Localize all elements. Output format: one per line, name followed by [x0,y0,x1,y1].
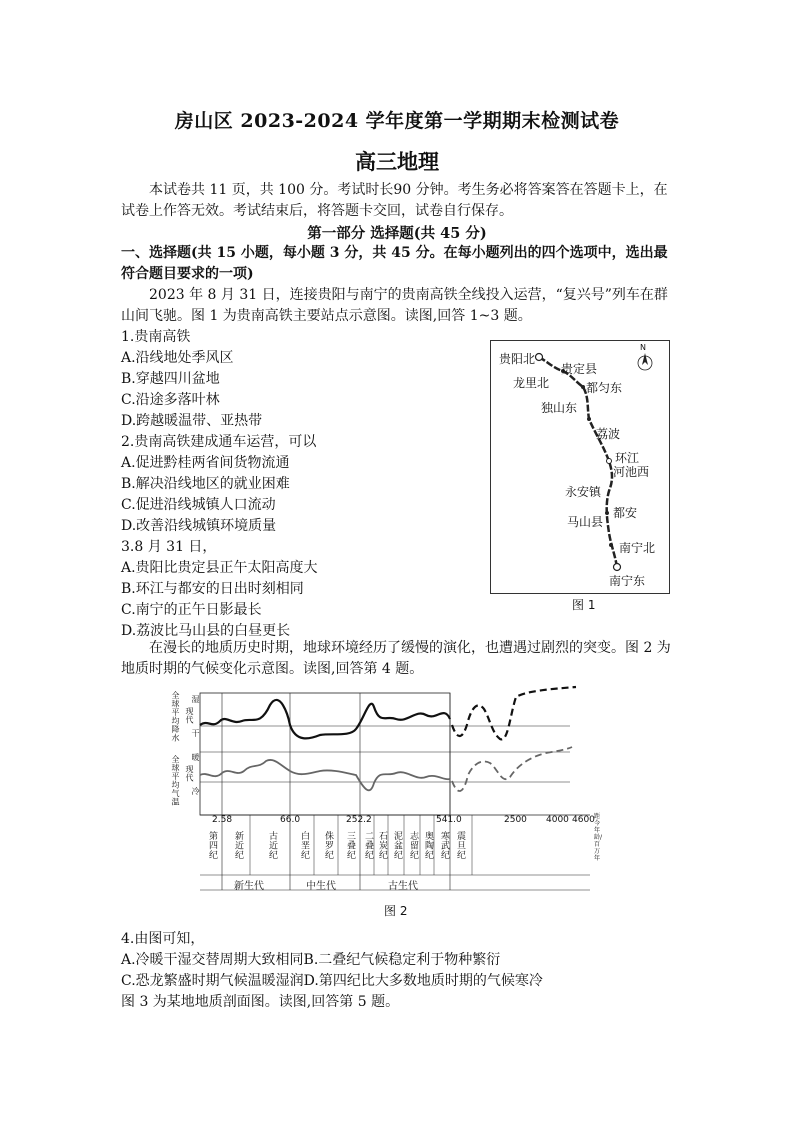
period-label: 新近纪 [233,831,243,860]
passage-3: 图 3 为某地地质剖面图。读图,回答第 5 题。 [121,994,400,1010]
station-label: 马山县 [567,515,604,529]
q3-option-a: A.贵阳比贵定县正午太阳高度大 [121,560,318,576]
station-dot [587,417,591,421]
tick-label: 4000 [546,815,569,825]
q4-options-line2: C.恐龙繁盛时期气候温暖湿润D.第四纪比大多数地质时期的气候寒冷 [121,973,543,989]
era-label: 古生代 [388,881,418,892]
q3-stem: 3.8 月 31 日， [121,539,217,555]
band-label-warm: 暖 [191,753,200,762]
tick-label: 4600 [572,815,595,825]
period-label: 三叠纪 [345,831,355,860]
tick-label: 66.0 [280,815,301,825]
q2-stem: 2.贵南高铁建成通车运营，可以 [121,434,317,450]
station-label: 河池西 [613,465,650,479]
period-label: 奥陶纪 [423,831,433,860]
q2-option-b: B.解决沿线地区的就业困难 [121,476,290,492]
q3-option-b: B.环江与都安的日出时刻相同 [121,581,304,597]
q1-option-b: B.穿越四川盆地 [121,371,220,387]
north-arrow-icon [642,353,648,365]
band-label-now: 现代 [185,765,194,782]
period-label: 石炭纪 [377,831,387,860]
station-label: 贵阳北 [499,352,536,366]
tick-label: 2500 [504,815,527,825]
station-dot [605,511,609,515]
station-dot [607,459,612,464]
exam-title: 房山区 2023-2024 学年度第一学期期末检测试卷 [174,110,620,132]
precipitation-curve [200,700,450,738]
station-label: 南宁北 [619,541,656,555]
tick-label: 252.2 [346,815,372,825]
station-dot-end [614,564,621,571]
figure-2-caption: 图 2 [384,904,408,918]
passage-1: 2023 年 8 月 31 日，连接贵阳与南宁的贵南高铁全线投入运营，“复兴号”列车在群山间飞驰。图 1 为贵南高铁主要站点示意图。读图,回答 1~3 题。 [121,287,668,324]
figure-2-climate-chart [160,685,603,895]
era-label: 中生代 [306,881,336,892]
band-label-wet: 湿 [191,695,200,704]
q3-option-c: C.南宁的正午日影最长 [121,602,262,618]
period-label: 寒武纪 [439,831,449,860]
period-label: 震旦纪 [455,831,465,860]
station-label: 南宁东 [609,574,646,588]
period-label: 二叠纪 [363,831,373,860]
compass-north-label: N [640,343,646,352]
q2-option-d: D.改善沿线城镇环境质量 [121,518,277,534]
q4-options-line1: A.冷暖干湿交替周期大致相同B.二叠纪气候稳定利于物种繁衍 [121,952,501,968]
band-label-cold: 冷 [191,787,200,796]
station-label: 龙里北 [513,376,550,390]
station-label: 环江 [615,451,640,465]
axis-unit-label: 距今年龄/百万年 [594,813,603,862]
period-label: 侏罗纪 [323,831,333,860]
station-label: 永安镇 [565,485,602,499]
part1-instruction: 一、选择题(共 15 小题，每小题 3 分，共 45 分。在每小题列出的四个选项中，选出最符合题目要求的一项) [121,245,668,282]
station-dot-start [536,354,543,361]
q2-option-c: C.促进沿线城镇人口流动 [121,497,276,513]
figure-1-caption: 图 1 [572,598,596,612]
q2-option-a: A.促进黔桂两省间货物流通 [121,455,290,471]
q1-option-d: D.跨越暖温带、亚热带 [121,413,263,429]
exam-intro: 本试卷共 11 页，共 100 分。考试时长90 分钟。考生务必将答案答在答题卡上，在试卷上作答无效。考试结束后，将答题卡交回，试卷自行保存。 [121,182,668,219]
q1-option-c: C.沿途多落叶林 [121,392,220,408]
band-label-now: 现代 [185,707,194,724]
station-dot [609,543,613,547]
part1-heading: 第一部分 选择题(共 45 分) [307,225,487,242]
temp-axis-label: 全球平均气温 [171,755,180,806]
q1-stem: 1.贵南高铁 [121,329,191,345]
period-label: 古近纪 [267,831,277,860]
period-label: 第四纪 [207,831,217,860]
station-label: 都匀东 [586,381,623,395]
tick-label: 2.58 [212,815,233,825]
band-label-dry: 干 [191,729,200,738]
period-label: 白垩纪 [299,831,309,860]
period-label: 志留纪 [408,831,418,860]
station-dot [581,385,585,389]
climate-chart-svg [160,685,603,895]
chart-frame [200,693,450,815]
station-label: 都安 [613,506,638,520]
station-label: 独山东 [541,401,578,415]
era-label: 新生代 [234,881,264,892]
precipitation-curve-dashed [452,687,576,739]
temperature-curve [200,760,450,790]
figure-1-railway-map [490,340,670,594]
temperature-curve-dashed [452,747,572,791]
precip-axis-label: 全球平均降水 [171,691,180,742]
period-label: 泥盆纪 [392,831,402,860]
q3-option-d: D.荔波比马山县的白昼更长 [121,623,291,639]
subject-title: 高三地理 [355,149,439,174]
q1-option-a: A.沿线地处季风区 [121,350,234,366]
tick-label: 541.0 [436,815,462,825]
q4-stem: 4.由图可知， [121,931,205,947]
station-label: 贵定县 [561,362,598,376]
station-label: 荔波 [596,427,621,441]
passage-2: 在漫长的地质历史时期，地球环境经历了缓慢的演化，也遭遇过剧烈的突变。图 2 为地质时期的气候变化示意图。读图,回答第 4 题。 [121,640,671,677]
